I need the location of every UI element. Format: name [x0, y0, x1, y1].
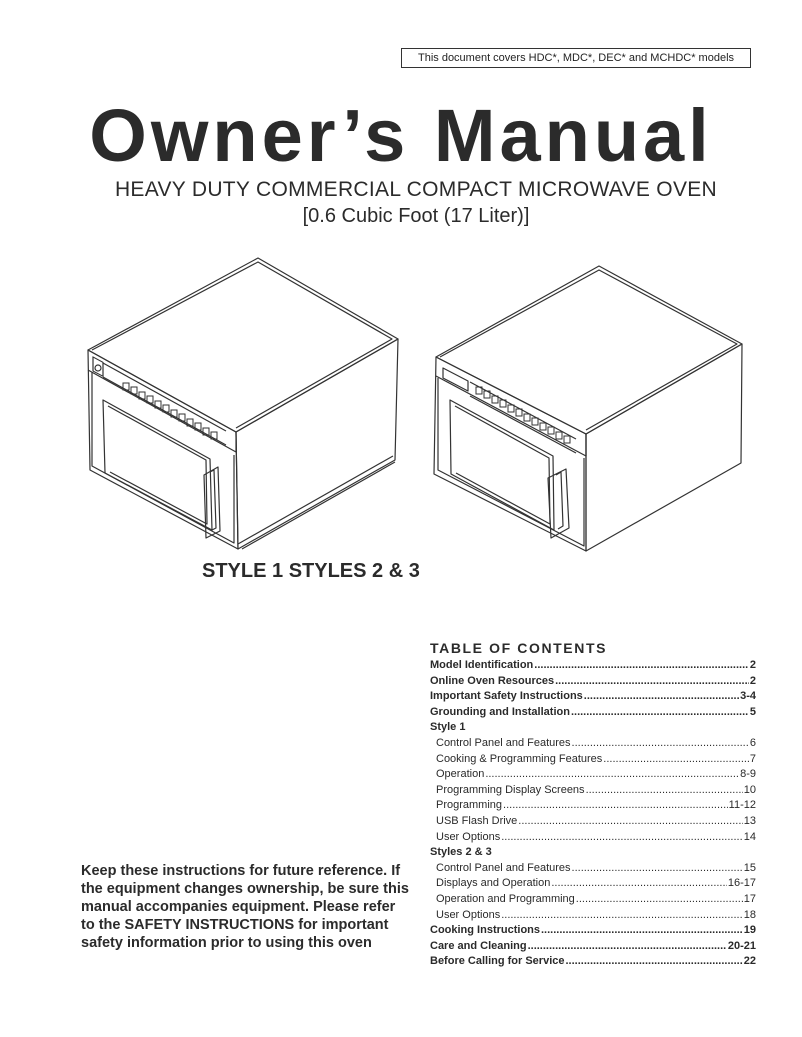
cover-note: This document covers HDC*, MDC*, DEC* and MCHDC* models [401, 48, 751, 68]
toc-entry[interactable]: Programming ..... 11-12 [430, 798, 756, 814]
toc-title: TABLE OF CONTENTS [430, 640, 608, 656]
toc-entry[interactable]: Grounding and Installation ..... 5 [430, 705, 756, 721]
keep-instructions-note: Keep these instructions for future reference. If the equipment changes ownership, be sure this manual accompanies equipment. Please refer to the SAFETY INSTRUCTIONS for important safety information prior to using this oven [81, 863, 409, 951]
table-of-contents [430, 640, 756, 970]
page-title: Owner’s Manual [89, 94, 713, 177]
oven-style-23-illustration [434, 266, 742, 551]
toc-section-style-1: Style 1 [430, 721, 466, 734]
style-labels: STYLE 1 STYLES 2 & 3 [202, 560, 420, 582]
toc-entry[interactable]: Important Safety Instructions ..... 3-4 [430, 689, 756, 705]
toc-entry[interactable]: Programming Display Screens ..... 10 [430, 783, 756, 799]
toc-entry[interactable]: User Options ..... 14 [430, 830, 756, 846]
toc-entry[interactable]: Cooking & Programming Features ..... 7 [430, 752, 756, 768]
toc-entry[interactable]: Displays and Operation ..... 16-17 [430, 876, 756, 892]
toc-entry[interactable]: Control Panel and Features ..... 15 [430, 861, 756, 877]
toc-entry[interactable]: Model Identification ..... 2 [430, 658, 756, 674]
oven-style-1-buttons [123, 383, 217, 439]
toc-entry[interactable]: Care and Cleaning ..... 20-21 [430, 939, 756, 955]
toc-entry[interactable]: Cooking Instructions ..... 19 [430, 923, 756, 939]
toc-entry[interactable]: Operation ..... 8-9 [430, 767, 756, 783]
toc-entry[interactable]: User Options ..... 18 [430, 908, 756, 924]
toc-entry[interactable]: Before Calling for Service ..... 22 [430, 954, 756, 970]
toc-entry[interactable]: Control Panel and Features ..... 6 [430, 736, 756, 752]
toc-entry[interactable]: Operation and Programming ..... 17 [430, 892, 756, 908]
toc-entry[interactable]: USB Flash Drive ..... 13 [430, 814, 756, 830]
oven-style-1-illustration [88, 258, 398, 549]
toc-entry[interactable]: Online Oven Resources ..... 2 [430, 674, 756, 690]
oven-style-23-buttons [476, 387, 570, 443]
subtitle: HEAVY DUTY COMMERCIAL COMPACT MICROWAVE OVEN [114, 178, 718, 201]
toc-section-styles-2-3: Styles 2 & 3 [430, 846, 492, 859]
capacity-note: [0.6 Cubic Foot (17 Liter)] [302, 205, 530, 227]
